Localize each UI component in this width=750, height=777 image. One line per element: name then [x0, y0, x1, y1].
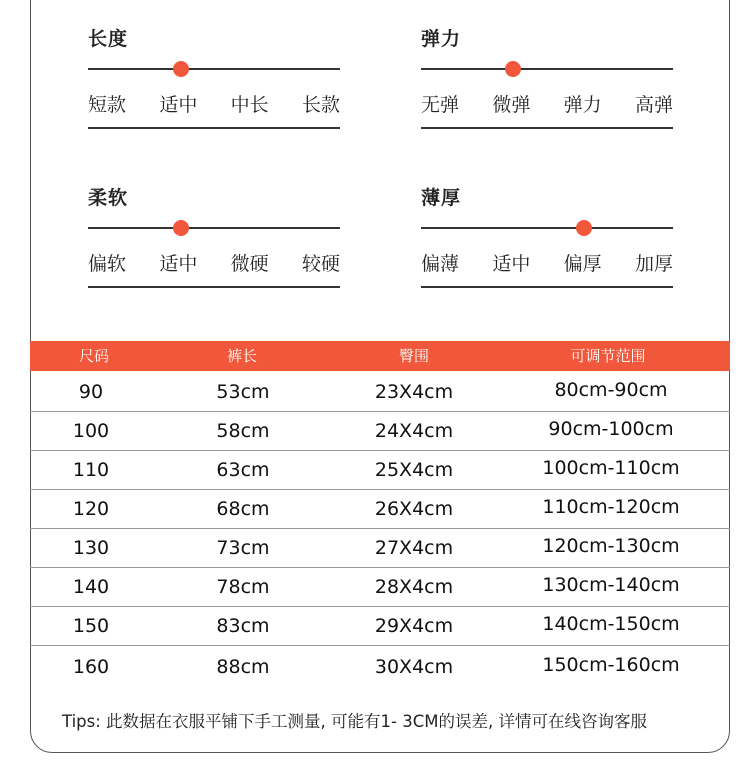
option-label: 短款 [88, 94, 127, 116]
table-row [30, 528, 730, 568]
cell-length: 78cm [216, 576, 270, 598]
cell-size: 90 [78, 381, 104, 403]
scale-options [421, 90, 673, 117]
cell-size: 100 [72, 420, 110, 442]
cell-range: 100cm-110cm [542, 457, 680, 479]
option-label: 适中 [159, 253, 198, 275]
scale-options [88, 249, 340, 276]
cell-range: 90cm-100cm [548, 418, 674, 440]
scale-options [421, 249, 673, 276]
option-label: 微弹 [492, 94, 531, 116]
cell-range: 130cm-140cm [542, 574, 680, 596]
attr-title: 薄厚 [421, 187, 462, 209]
scale-line [421, 68, 673, 70]
divider [88, 286, 340, 288]
cell-length: 63cm [216, 459, 270, 481]
header-length: 裤长 [226, 347, 258, 365]
attr-title: 弹力 [421, 28, 462, 50]
divider [421, 286, 673, 288]
cell-hip: 27X4cm [374, 537, 454, 559]
header-hip: 臀围 [398, 347, 430, 365]
option-label: 适中 [492, 253, 531, 275]
cell-hip: 30X4cm [374, 656, 454, 678]
option-label: 偏厚 [563, 253, 602, 275]
cell-size: 150 [72, 615, 110, 637]
scale-line [88, 68, 340, 70]
option-label: 无弹 [421, 94, 460, 116]
table-row [30, 647, 730, 686]
table-row [30, 411, 730, 451]
cell-range: 120cm-130cm [542, 535, 680, 557]
cell-hip: 28X4cm [374, 576, 454, 598]
selected-marker [173, 61, 189, 77]
option-label: 高弹 [634, 94, 673, 116]
table-row [30, 606, 730, 646]
header-range: 可调节范围 [570, 347, 646, 365]
selected-marker [505, 61, 521, 77]
divider [88, 127, 340, 129]
cell-size: 140 [72, 576, 110, 598]
cell-length: 73cm [216, 537, 270, 559]
cell-range: 150cm-160cm [542, 654, 680, 676]
cell-length: 88cm [216, 656, 270, 678]
header-size: 尺码 [78, 347, 110, 365]
selected-marker [173, 220, 189, 236]
cell-length: 83cm [216, 615, 270, 637]
cell-size: 130 [72, 537, 110, 559]
option-label: 偏软 [88, 253, 127, 275]
attr-title: 柔软 [88, 187, 129, 209]
cell-size: 110 [72, 459, 110, 481]
scale-line [88, 227, 340, 229]
cell-range: 110cm-120cm [542, 496, 680, 518]
option-label: 中长 [230, 94, 269, 116]
cell-hip: 29X4cm [374, 615, 454, 637]
option-label: 偏薄 [421, 253, 460, 275]
cell-hip: 24X4cm [374, 420, 454, 442]
option-label: 加厚 [634, 253, 673, 275]
selected-marker [576, 220, 592, 236]
table-row [30, 489, 730, 529]
table-row [30, 372, 730, 412]
table-row [30, 567, 730, 607]
option-label: 适中 [159, 94, 198, 116]
cell-range: 80cm-90cm [554, 379, 668, 401]
option-label: 弹力 [563, 94, 602, 116]
option-label: 长款 [301, 94, 340, 116]
cell-range: 140cm-150cm [542, 613, 680, 635]
table-header [30, 341, 730, 371]
cell-size: 120 [72, 498, 110, 520]
cell-size: 160 [72, 656, 110, 678]
cell-hip: 25X4cm [374, 459, 454, 481]
option-label: 较硬 [301, 253, 340, 275]
tips-note: Tips: 此数据在衣服平铺下手工测量, 可能有1- 3CM的误差, 详情可在线咨询客服 [62, 712, 647, 731]
option-label: 微硬 [230, 253, 269, 275]
cell-hip: 26X4cm [374, 498, 454, 520]
scale-options [88, 90, 340, 117]
cell-length: 68cm [216, 498, 270, 520]
cell-hip: 23X4cm [374, 381, 454, 403]
attr-title: 长度 [88, 28, 129, 50]
table-row [30, 450, 730, 490]
divider [421, 127, 673, 129]
cell-length: 53cm [216, 381, 270, 403]
cell-length: 58cm [216, 420, 270, 442]
scale-line [421, 227, 673, 229]
